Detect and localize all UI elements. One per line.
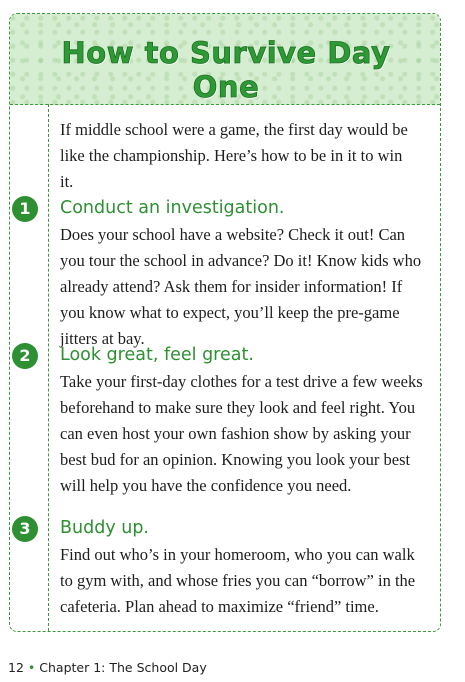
page-footer [8, 660, 207, 675]
step-1-body: Does your school have a website? Check it out! Can you tour the school in advance? Do it! Know kids who already attend? Ask them for insider information! If you know what to expect, you’ll keep the pre-game jitters at bay. [60, 225, 422, 348]
step-2-heading: Look great, feel great. [60, 345, 254, 365]
box-header [10, 14, 440, 105]
page-number: 12 [8, 660, 24, 675]
step-3-number-badge: 3 [12, 516, 38, 542]
step-3-body: Find out who’s in your homeroom, who you can walk to gym with, and whose fries you can “borrow” in the cafeteria. Plan ahead to maximize “friend” time. [60, 545, 416, 616]
step-1-number-badge: 1 [12, 196, 38, 222]
chapter-label: Chapter 1: The School Day [39, 660, 207, 675]
intro-paragraph: If middle school were a game, the first day would be like the championship. Here’s how to be in it to win it. [60, 120, 408, 191]
step-1-heading: Conduct an investigation. [60, 198, 285, 218]
dashed-rule [48, 104, 49, 631]
step-2-body: Take your first-day clothes for a test drive a few weeks beforehand to make sure they look and feel right. You can even host your own fashion show by asking your best bud for an opinion. Knowing you look your best will help you have the confidence you need. [60, 372, 423, 495]
box-title: How to Survive Day One [61, 36, 391, 104]
footer-bullet: • [27, 660, 36, 675]
step-2-number-badge: 2 [12, 343, 38, 369]
step-3-heading: Buddy up. [60, 518, 149, 538]
